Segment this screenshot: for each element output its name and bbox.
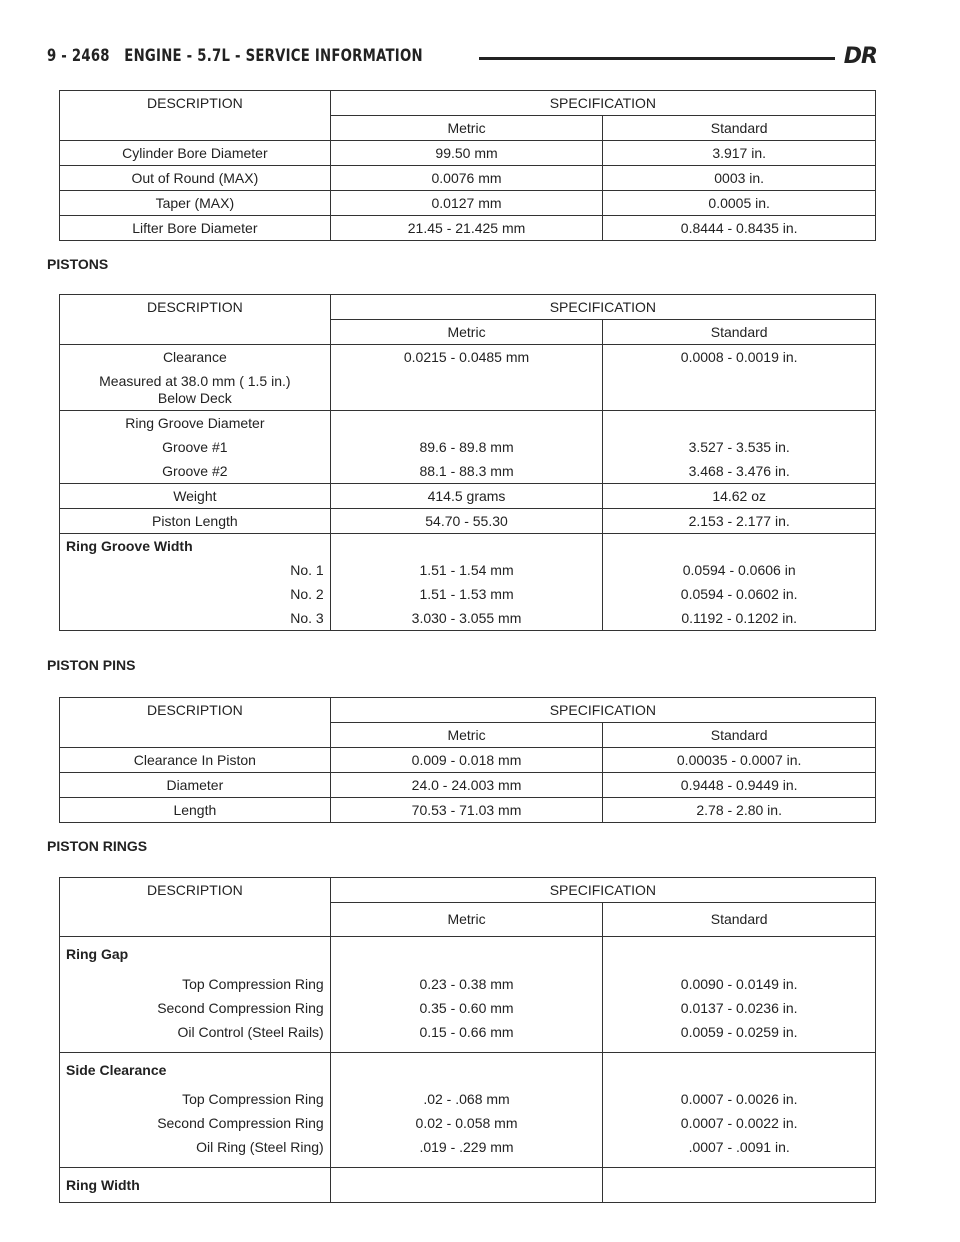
row-metric: 24.0 - 24.003 mm <box>330 773 603 798</box>
row-description: Ring Gap <box>60 937 331 973</box>
row-description <box>60 369 331 411</box>
row-metric: 0.35 - 0.60 mm <box>330 996 603 1020</box>
row-description: Ring Groove Diameter <box>60 411 331 436</box>
row-description: Groove #2 <box>162 463 228 479</box>
piston-rings-table <box>59 877 876 1203</box>
row-description: Length <box>60 798 331 823</box>
row-standard: 0.0008 - 0.0019 in. <box>603 345 876 370</box>
row-standard: .0007 - .0091 in. <box>603 1135 876 1168</box>
piston-rings-section-title: PISTON RINGS <box>47 838 148 854</box>
table-row <box>60 1087 876 1111</box>
table-row <box>60 773 876 798</box>
row-metric: 3.030 - 3.055 mm <box>330 606 603 631</box>
row-metric: 0.0215 - 0.0485 mm <box>330 345 603 370</box>
table-row <box>60 606 876 631</box>
table-header-row <box>60 698 876 723</box>
table-row <box>60 996 876 1020</box>
specification-header: SPECIFICATION <box>330 878 875 903</box>
row-standard: 0.1192 - 0.1202 in. <box>603 606 876 631</box>
table-row <box>60 748 876 773</box>
row-metric: 0.02 - 0.058 mm <box>330 1111 603 1135</box>
row-description: Piston Length <box>60 509 331 534</box>
row-standard <box>603 1168 876 1203</box>
table-row <box>60 937 876 973</box>
row-metric: 99.50 mm <box>330 141 603 166</box>
page-header-title <box>47 46 423 66</box>
row-description: Groove #1 <box>162 439 228 455</box>
row-standard: 0.0594 - 0.0606 in <box>603 558 876 582</box>
row-metric <box>330 369 603 411</box>
table-row <box>60 972 876 996</box>
row-standard: 0.0059 - 0.0259 in. <box>603 1020 876 1053</box>
row-description: No. 2 <box>290 586 324 602</box>
row-standard: 2.78 - 2.80 in. <box>603 798 876 823</box>
row-metric <box>330 534 603 559</box>
table-row <box>60 534 876 559</box>
row-description: Top Compression Ring <box>182 976 324 992</box>
table-row <box>60 345 876 370</box>
row-description: No. 3 <box>290 610 324 626</box>
table-row <box>60 166 876 191</box>
standard-header: Standard <box>603 116 876 141</box>
row-description: Clearance In Piston <box>60 748 331 773</box>
row-description: Ring Width <box>60 1168 331 1203</box>
table-row <box>60 411 876 436</box>
row-standard: 14.62 oz <box>603 484 876 509</box>
table-row <box>60 1053 876 1088</box>
row-description: Ring Groove Width <box>60 534 331 559</box>
standard-header: Standard <box>603 320 876 345</box>
cylinder-block-table <box>59 90 876 241</box>
page-reference: 9 - 2468 <box>47 46 110 66</box>
row-standard: 2.153 - 2.177 in. <box>603 509 876 534</box>
table-row <box>60 1111 876 1135</box>
row-description: Weight <box>60 484 331 509</box>
specification-header: SPECIFICATION <box>330 698 875 723</box>
row-metric <box>330 411 603 436</box>
specification-header: SPECIFICATION <box>330 295 875 320</box>
row-standard: 0.0594 - 0.0602 in. <box>603 582 876 606</box>
table-row <box>60 582 876 606</box>
row-metric <box>330 937 603 973</box>
row-standard: 3.527 - 3.535 in. <box>603 435 876 459</box>
page-title: ENGINE - 5.7L - SERVICE INFORMATION <box>124 46 423 66</box>
row-standard <box>603 937 876 973</box>
specification-header: SPECIFICATION <box>330 91 875 116</box>
row-metric: 1.51 - 1.53 mm <box>330 582 603 606</box>
row-standard: 0003 in. <box>603 166 876 191</box>
row-metric: 0.15 - 0.66 mm <box>330 1020 603 1053</box>
row-standard: 0.0137 - 0.0236 in. <box>603 996 876 1020</box>
row-metric: 21.45 - 21.425 mm <box>330 216 603 241</box>
pistons-table <box>59 294 876 631</box>
row-standard <box>603 534 876 559</box>
row-standard: 3.468 - 3.476 in. <box>603 459 876 484</box>
description-header: DESCRIPTION <box>147 702 243 718</box>
row-description: Second Compression Ring <box>157 1115 324 1131</box>
row-description: Oil Control (Steel Rails) <box>177 1024 324 1040</box>
row-metric: 54.70 - 55.30 <box>330 509 603 534</box>
row-description: Diameter <box>60 773 331 798</box>
row-metric: 70.53 - 71.03 mm <box>330 798 603 823</box>
metric-header: Metric <box>330 116 603 141</box>
row-metric: 88.1 - 88.3 mm <box>330 459 603 484</box>
row-standard: 0.0005 in. <box>603 191 876 216</box>
row-description: No. 1 <box>290 562 324 578</box>
standard-header: Standard <box>603 723 876 748</box>
table-row <box>60 509 876 534</box>
piston-pins-table <box>59 697 876 823</box>
row-metric <box>330 1168 603 1203</box>
row-standard: 3.917 in. <box>603 141 876 166</box>
row-standard <box>603 1053 876 1088</box>
row-metric: 414.5 grams <box>330 484 603 509</box>
table-row <box>60 369 876 411</box>
piston-pins-section-title: PISTON PINS <box>47 657 136 673</box>
measured-line-2: Below Deck <box>157 390 232 406</box>
row-metric <box>330 1053 603 1088</box>
row-standard: 0.8444 - 0.8435 in. <box>603 216 876 241</box>
row-metric: 0.009 - 0.018 mm <box>330 748 603 773</box>
row-description: Lifter Bore Diameter <box>60 216 331 241</box>
row-standard: 0.0090 - 0.0149 in. <box>603 972 876 996</box>
pistons-section-title: PISTONS <box>47 256 109 272</box>
row-standard <box>603 369 876 411</box>
row-description: Out of Round (MAX) <box>60 166 331 191</box>
row-metric: 89.6 - 89.8 mm <box>330 435 603 459</box>
description-header: DESCRIPTION <box>147 882 243 898</box>
row-metric: 0.0127 mm <box>330 191 603 216</box>
row-metric: .019 - .229 mm <box>330 1135 603 1168</box>
table-row <box>60 141 876 166</box>
metric-header: Metric <box>330 723 603 748</box>
metric-header: Metric <box>330 903 603 937</box>
model-logo: DR <box>843 44 877 69</box>
description-header: DESCRIPTION <box>147 299 243 315</box>
row-standard: 0.00035 - 0.0007 in. <box>603 748 876 773</box>
table-row <box>60 435 876 459</box>
row-standard <box>603 411 876 436</box>
row-description: Side Clearance <box>60 1053 331 1088</box>
table-row <box>60 798 876 823</box>
row-description: Taper (MAX) <box>60 191 331 216</box>
table-row <box>60 484 876 509</box>
row-description: Oil Ring (Steel Ring) <box>196 1139 324 1155</box>
row-standard: 0.0007 - 0.0026 in. <box>603 1087 876 1111</box>
row-metric: 1.51 - 1.54 mm <box>330 558 603 582</box>
table-row <box>60 191 876 216</box>
row-standard: 0.9448 - 0.9449 in. <box>603 773 876 798</box>
row-metric: .02 - .068 mm <box>330 1087 603 1111</box>
description-header: DESCRIPTION <box>147 95 243 111</box>
table-row <box>60 1135 876 1168</box>
metric-header: Metric <box>330 320 603 345</box>
page-header <box>47 44 877 74</box>
table-row <box>60 1168 876 1203</box>
standard-header: Standard <box>603 903 876 937</box>
row-metric: 0.23 - 0.38 mm <box>330 972 603 996</box>
row-metric: 0.0076 mm <box>330 166 603 191</box>
table-header-row <box>60 295 876 320</box>
row-description: Second Compression Ring <box>157 1000 324 1016</box>
table-header-row <box>60 878 876 903</box>
row-description: Clearance <box>60 345 331 370</box>
measured-line-1: Measured at 38.0 mm ( 1.5 in.) <box>99 373 291 389</box>
row-description: Top Compression Ring <box>182 1091 324 1107</box>
table-row <box>60 216 876 241</box>
header-rule <box>479 57 835 60</box>
row-description: Cylinder Bore Diameter <box>60 141 331 166</box>
table-row <box>60 558 876 582</box>
row-standard: 0.0007 - 0.0022 in. <box>603 1111 876 1135</box>
table-row <box>60 459 876 484</box>
table-row <box>60 1020 876 1053</box>
table-header-row <box>60 91 876 116</box>
